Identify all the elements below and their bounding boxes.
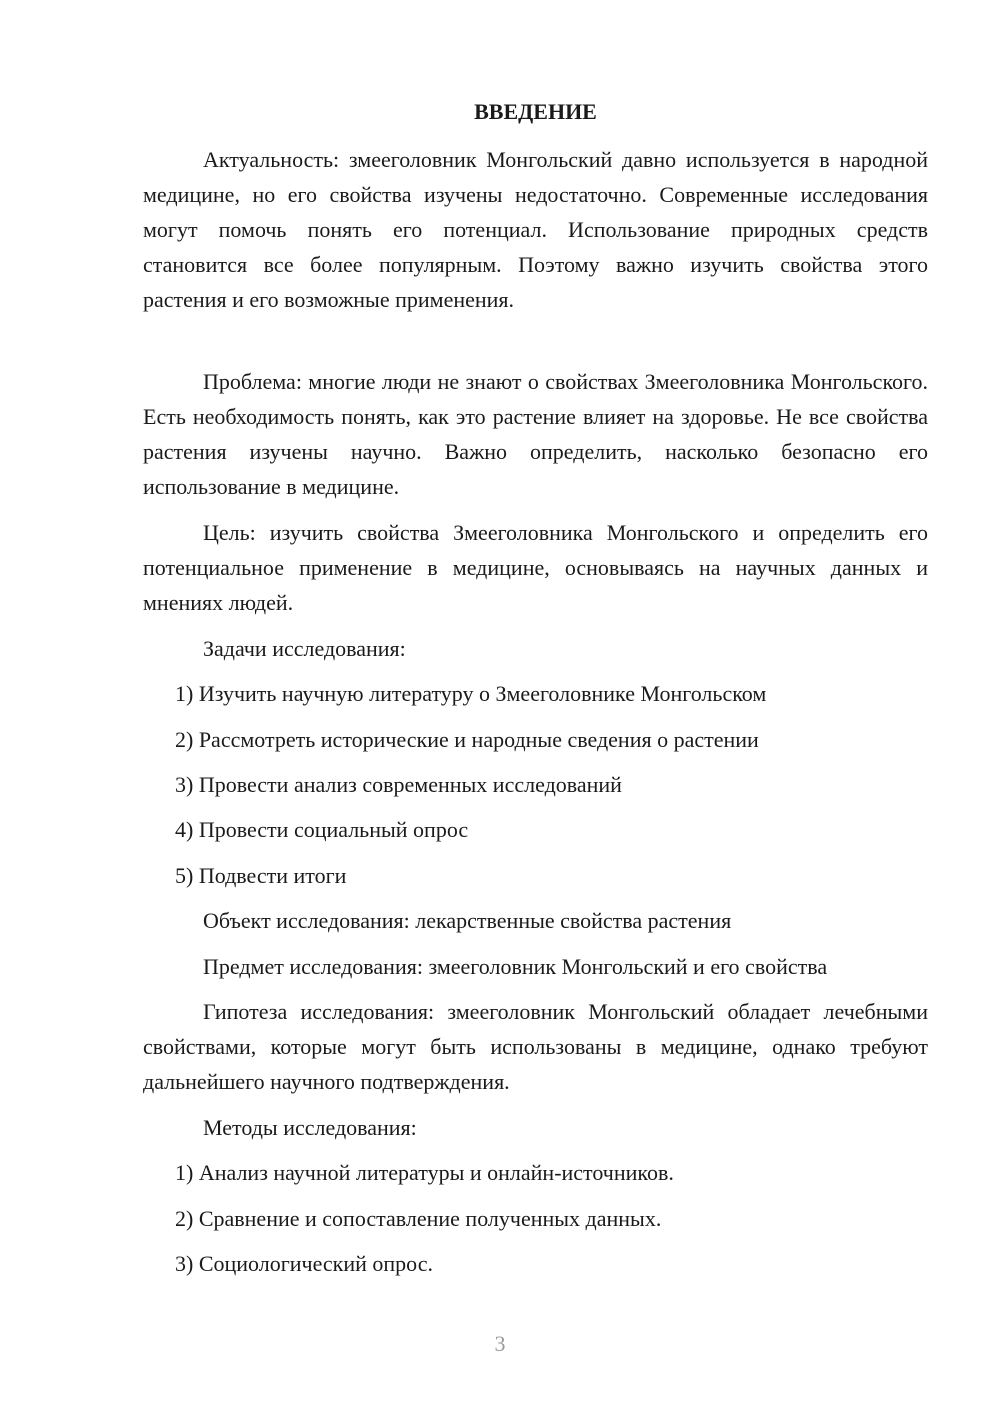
page-title: ВВЕДЕНИЕ bbox=[474, 99, 597, 124]
methods-heading: Методы исследования: bbox=[203, 1115, 417, 1140]
paragraph-problem: Проблема: многие люди не знают о свойствах Змееголовника Монгольского. Есть необходимость понять, как это растение влияет на здоровье. Не все свойства растения изучены научно. Важно определить, насколько безопасно его использование в медицине. bbox=[143, 369, 928, 499]
paragraph-hypothesis: Гипотеза исследования: змееголовник Монгольский обладает лечебными свойствами, которые могут быть использованы в медицине, однако требуют дальнейшего научного подтверждения. bbox=[143, 999, 928, 1094]
research-object: Объект исследования: лекарственные свойства растения bbox=[203, 908, 732, 933]
task-item: 5) Подвести итоги bbox=[175, 863, 347, 888]
research-subject: Предмет исследования: змееголовник Монгольский и его свойства bbox=[203, 954, 828, 979]
task-item: 4) Провести социальный опрос bbox=[175, 817, 469, 842]
task-item: 1) Изучить научную литературу о Змееголовнике Монгольском bbox=[175, 681, 767, 706]
paragraph-goal: Цель: изучить свойства Змееголовника Монгольского и определить его потенциальное применение в медицине, основываясь на научных данных и мнениях людей. bbox=[143, 520, 928, 615]
page-number: 3 bbox=[494, 1331, 506, 1356]
method-item: 1) Анализ научной литературы и онлайн-источников. bbox=[175, 1160, 674, 1185]
tasks-heading: Задачи исследования: bbox=[203, 636, 406, 661]
method-item: 2) Сравнение и сопоставление полученных данных. bbox=[175, 1206, 662, 1231]
task-item: 3) Провести анализ современных исследований bbox=[175, 772, 622, 797]
task-item: 2) Рассмотреть исторические и народные сведения о растении bbox=[175, 727, 759, 752]
method-item: 3) Социологический опрос. bbox=[175, 1251, 433, 1276]
paragraph-relevance: Актуальность: змееголовник Монгольский давно используется в народной медицине, но его свойства изучены недостаточно. Современные исследования могут помочь понять его потенциал. Использование природных средств становится все более популярным. Поэтому важно изучить свойства этого растения и его возможные применения. bbox=[143, 147, 928, 312]
